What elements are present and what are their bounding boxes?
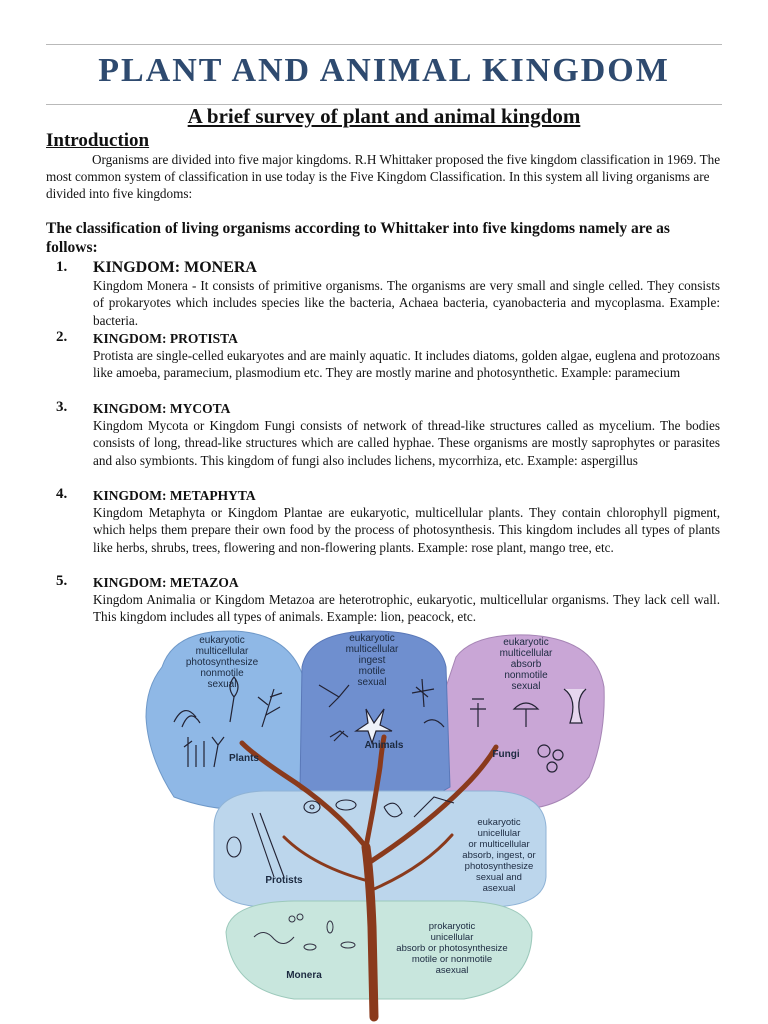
animals-trait: multicellular [345, 644, 399, 655]
animals-trait: eukaryotic [349, 633, 395, 644]
fungi-trait: nonmotile [504, 670, 548, 681]
introduction-paragraph: Organisms are divided into five major kingdoms. R.H Whittaker proposed the five kingdom classification in 1969. The most common system of classification in use today is the Five Kingdom Classification. In this system all living organisms are divided into five kingdoms: [46, 152, 721, 201]
animals-trait: ingest [358, 655, 386, 666]
kingdom-description: Kingdom Monera - It consists of primitive organisms. The organisms are very small and single celled. They consists of prokaryotes which includes species like the bacteria, Achaea bacteria, cyanobacteria and mycoplasma. Example: bacteria. [93, 278, 720, 328]
top-rule [46, 44, 722, 45]
protists-trait: asexual [482, 883, 516, 894]
kingdom-heading: KINGDOM: METAZOA [93, 575, 239, 590]
classification-heading: The classification of living organisms according to Whittaker into five kingdoms namely are as follows: [46, 220, 670, 256]
protists-trait: unicellular [477, 828, 521, 839]
kingdom-description: Kingdom Mycota or Kingdom Fungi consists of network of thread-like structures called as mycelium. The bodies consists of long, thread-like structures which are called hyphae. These organisms are mostly saprophytes or parasites and also symbionts. This kingdom of fungi also includes lichens, mycorrhiza, etc. Example: aspergillus [93, 418, 720, 468]
fungi-label: Fungi [492, 749, 520, 760]
protists-label: Protists [265, 875, 303, 886]
kingdom-heading: KINGDOM: MONERA [93, 259, 257, 276]
protists-trait: sexual and [476, 872, 522, 883]
monera-trait: asexual [435, 965, 469, 976]
introduction-heading: Introduction [46, 130, 150, 151]
five-kingdom-diagram [134, 627, 612, 1024]
kingdom-description: Kingdom Metaphyta or Kingdom Plantae are eukaryotic, multicellular plants. They contain chlorophyll pigment, which helps them prepare their own food by the process of photosynthesis. This kingdom includes all types of plants like herbs, shrubs, trees, flowering and non-flowering plants. Example: rose plant, mango tree, etc. [93, 505, 720, 555]
plants-trait: nonmotile [200, 668, 244, 679]
fungi-trait: absorb [510, 659, 542, 670]
page-title: PLANT AND ANIMAL KINGDOM [98, 52, 670, 89]
monera-trait: unicellular [430, 932, 474, 943]
kingdom-description: Protista are single-celled eukaryotes and are mainly aquatic. It includes diatoms, golden algae, euglena and protozoans like amoeba, paramecium, plasmodium etc. They are mostly marine and photosynthetic. Example: paramecium [93, 348, 720, 381]
plants-trait: sexual [207, 679, 237, 690]
kingdom-number: 1. [56, 259, 68, 275]
plants-label: Plants [228, 753, 260, 764]
protists-trait: absorb, ingest, or [462, 850, 536, 861]
animals-trait: sexual [357, 677, 387, 688]
monera-trait: motile or nonmotile [411, 954, 493, 965]
fungi-trait: multicellular [499, 648, 553, 659]
monera-label: Monera [286, 970, 322, 981]
monera-trait: prokaryotic [428, 921, 476, 932]
plants-trait: eukaryotic [199, 635, 245, 646]
kingdom-number: 4. [56, 486, 68, 502]
kingdom-heading: KINGDOM: METAPHYTA [93, 488, 256, 503]
protists-trait: or multicellular [468, 839, 530, 850]
kingdom-number: 5. [56, 573, 68, 589]
animals-label: Animals [364, 740, 404, 751]
fungi-trait: sexual [511, 681, 541, 692]
kingdom-number: 3. [56, 399, 68, 415]
kingdom-number: 2. [56, 329, 68, 345]
plants-trait: multicellular [195, 646, 249, 657]
kingdom-heading: KINGDOM: MYCOTA [93, 401, 231, 416]
animals-trait: motile [358, 666, 386, 677]
kingdom-description: Kingdom Animalia or Kingdom Metazoa are heterotrophic, eukaryotic, multicellular organisms. They lack cell wall. This kingdom includes all types of animals. Example: lion, peacock, etc. [93, 592, 720, 625]
protists-trait: eukaryotic [477, 817, 521, 828]
plants-trait: photosynthesize [185, 657, 259, 668]
fungi-trait: eukaryotic [503, 637, 549, 648]
monera-trait: absorb or photosynthesize [396, 943, 508, 954]
protists-trait: photosynthesize [464, 861, 534, 872]
page-subtitle: A brief survey of plant and animal kingdom [187, 104, 581, 128]
kingdom-heading: KINGDOM: PROTISTA [93, 331, 238, 346]
